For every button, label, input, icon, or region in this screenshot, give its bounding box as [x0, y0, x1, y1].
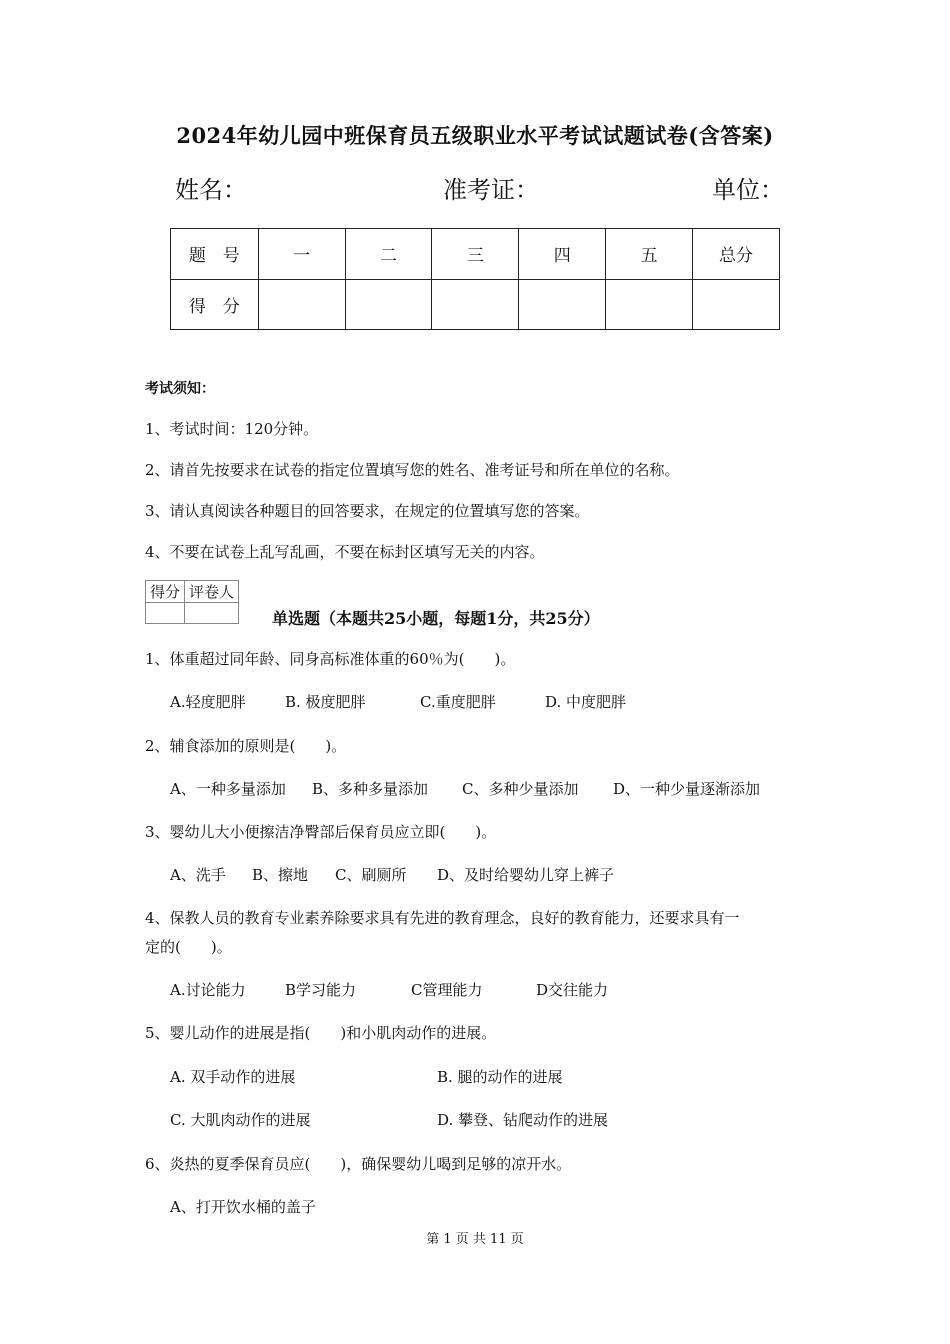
score-table-score-row [171, 279, 780, 330]
question-option: A、一种多量添加 [170, 780, 286, 798]
question-option: D. 中度肥胖 [545, 693, 627, 711]
question-option: B、擦地 [252, 866, 309, 884]
notice-item: 2、请首先按要求在试卷的指定位置填写您的姓名、准考证号和所在单位的名称。 [145, 461, 680, 479]
question-stem-line2: 定的( )。 [145, 938, 232, 956]
score-cell [693, 279, 780, 330]
question-stem: 1、体重超过同年龄、同身高标准体重的60％为( )。 [145, 650, 516, 668]
question-option: D. 攀登、钻爬动作的进展 [437, 1111, 609, 1129]
question-option: B学习能力 [285, 981, 357, 999]
notice-item: 4、不要在试卷上乱写乱画，不要在标封区填写无关的内容。 [145, 543, 545, 561]
question-option: B. 腿的动作的进展 [437, 1068, 563, 1086]
question-stem: 3、婴幼儿大小便擦洁净臀部后保育员应立即( )。 [145, 823, 497, 841]
score-header-cell: 总分 [693, 229, 780, 280]
ticket-field-label: 准考证： [443, 176, 539, 204]
grader-reviewer-cell [185, 603, 239, 624]
page-title: 2024年幼儿园中班保育员五级职业水平考试试题试卷(含答案) [176, 123, 774, 148]
score-cell [519, 279, 606, 330]
section-title: 单选题（本题共25小题，每题1分，共25分） [272, 609, 600, 628]
score-header-cell: 一 [258, 229, 345, 280]
score-cell [606, 279, 693, 330]
question-option: D交往能力 [536, 981, 609, 999]
score-table [170, 228, 780, 330]
question-option: C. 大肌肉动作的进展 [170, 1111, 311, 1129]
question-option: A. 双手动作的进展 [170, 1068, 296, 1086]
score-header-cell: 四 [519, 229, 606, 280]
score-header-cell: 题 号 [171, 229, 259, 280]
name-field-label: 姓名： [175, 176, 247, 204]
question-stem-line1: 4、保教人员的教育专业素养除要求具有先进的教育理念，良好的教育能力，还要求具有一 [145, 909, 740, 927]
notice-heading: 考试须知： [145, 381, 215, 397]
score-table-header-row [171, 229, 780, 280]
question-option: A、打开饮水桶的盖子 [170, 1198, 316, 1216]
question-option: D、一种少量逐渐添加 [613, 780, 761, 798]
question-stem: 5、婴儿动作的进展是指( )和小肌肉动作的进展。 [145, 1024, 497, 1042]
question-option: D、及时给婴幼儿穿上裤子 [437, 866, 615, 884]
question-option: C、多种少量添加 [462, 780, 579, 798]
question-stem: 6、炎热的夏季保育员应( )，确保婴幼儿喝到足够的凉开水。 [145, 1155, 572, 1173]
question-option: B、多种多量添加 [312, 780, 429, 798]
grader-score-cell [146, 603, 185, 624]
unit-field-label: 单位： [712, 176, 784, 204]
question-option: B. 极度肥胖 [285, 693, 366, 711]
score-row-label: 得 分 [171, 279, 259, 330]
question-stem: 2、辅食添加的原则是( )。 [145, 737, 347, 755]
question-option: A.讨论能力 [170, 981, 246, 999]
page-footer: 第 1 页 共 11 页 [426, 1232, 524, 1247]
score-cell [345, 279, 432, 330]
grader-score-label: 得分 [146, 581, 185, 603]
question-option: C、刷厕所 [335, 866, 407, 884]
grader-reviewer-label: 评卷人 [185, 581, 239, 603]
grader-box [145, 580, 239, 624]
score-header-cell: 三 [432, 229, 519, 280]
score-cell [432, 279, 519, 330]
question-option: A、洗手 [170, 866, 226, 884]
question-option: C.重度肥胖 [420, 693, 496, 711]
question-option: A.轻度肥胖 [170, 693, 246, 711]
score-header-cell: 二 [345, 229, 432, 280]
question-option: C管理能力 [411, 981, 483, 999]
score-cell [258, 279, 345, 330]
notice-item: 1、考试时间：120分钟。 [145, 420, 319, 438]
notice-item: 3、请认真阅读各种题目的回答要求，在规定的位置填写您的答案。 [145, 502, 590, 520]
score-header-cell: 五 [606, 229, 693, 280]
